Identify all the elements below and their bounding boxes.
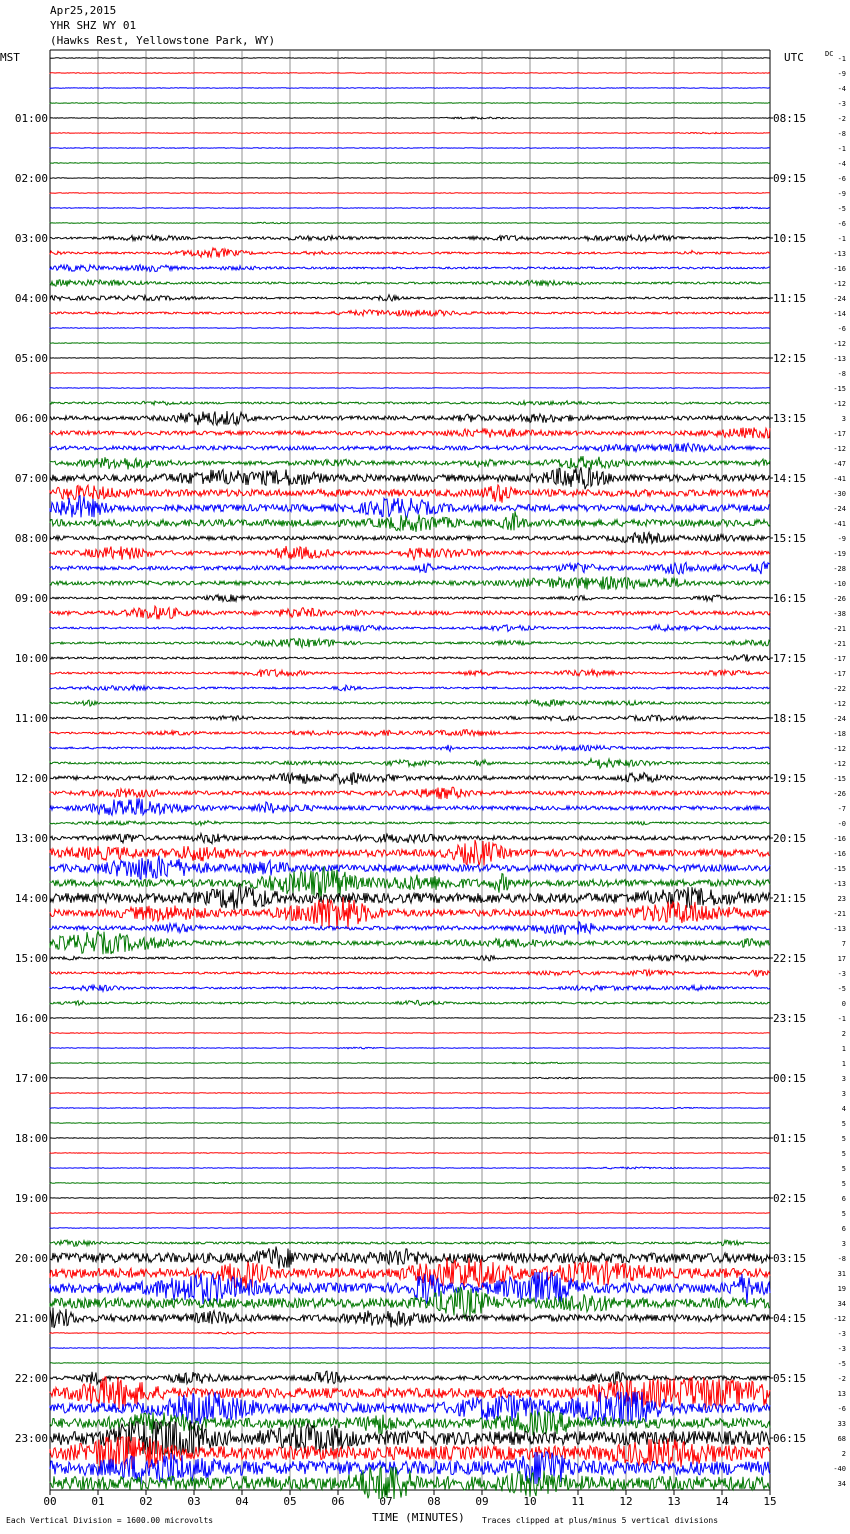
trace-line <box>50 670 770 677</box>
trace-line <box>50 655 770 662</box>
trace-line <box>50 1047 770 1049</box>
dc-offset-value: -26 <box>833 595 846 603</box>
dc-offset-value: 5 <box>841 1180 846 1188</box>
trace-line <box>50 985 770 991</box>
dc-offset-value: 3 <box>841 1090 846 1098</box>
x-axis-title: TIME (MINUTES) <box>372 1511 465 1524</box>
dc-offset-value: -16 <box>833 850 846 858</box>
dc-offset-value: -10 <box>833 580 846 588</box>
footer-clip-note: Traces clipped at plus/minus 5 vertical divisions <box>482 1516 719 1525</box>
dc-offset-value: -3 <box>837 1345 846 1353</box>
trace-line <box>50 132 770 134</box>
dc-offset-value: -3 <box>837 1330 846 1338</box>
dc-offset-value: -8 <box>837 370 846 378</box>
x-tick-label: 06 <box>331 1495 345 1508</box>
trace-line <box>50 343 770 344</box>
dc-offset-value: 6 <box>841 1195 846 1203</box>
dc-offset-value: -2 <box>837 1375 846 1383</box>
trace-line <box>50 745 770 752</box>
trace-line <box>50 117 770 119</box>
trace-line <box>50 1363 770 1364</box>
mst-hour-label: 22:00 <box>14 1372 48 1385</box>
utc-hour-label: 11:15 <box>773 292 807 305</box>
trace-line <box>50 178 770 179</box>
trace-line <box>50 759 770 769</box>
trace-line <box>50 1138 770 1139</box>
dc-offset-value: 7 <box>841 940 846 948</box>
station-location: (Hawks Rest, Yellowstone Park, WY) <box>50 34 276 47</box>
dc-offset-value: -3 <box>837 970 846 978</box>
trace-line <box>50 496 770 519</box>
utc-hour-label: 15:15 <box>773 532 807 545</box>
trace-line <box>50 1093 770 1094</box>
mst-hour-label: 01:00 <box>14 112 48 125</box>
trace-line <box>50 606 770 619</box>
trace-line <box>50 222 770 223</box>
dc-offset-value: 2 <box>841 1450 846 1458</box>
utc-axis-label: UTC <box>784 51 804 64</box>
x-tick-label: 03 <box>187 1495 201 1508</box>
utc-hour-label: 09:15 <box>773 172 807 185</box>
dc-offset-value: -17 <box>833 670 846 678</box>
dc-offset-value: 3 <box>841 415 846 423</box>
trace-line <box>50 700 770 706</box>
dc-offset-value: 34 <box>837 1300 846 1308</box>
trace-line <box>50 1467 770 1499</box>
trace-line <box>50 856 770 880</box>
dc-offset-value: -19 <box>833 550 846 558</box>
x-tick-label: 14 <box>715 1495 729 1508</box>
dc-offset-value: 68 <box>837 1435 846 1443</box>
trace-line <box>50 897 770 929</box>
dc-offset-value: -21 <box>833 640 846 648</box>
mst-hour-label: 04:00 <box>14 292 48 305</box>
utc-hour-label: 08:15 <box>773 112 807 125</box>
dc-offset-value: -5 <box>837 1360 846 1368</box>
trace-line <box>50 955 770 961</box>
trace-line <box>50 562 770 574</box>
utc-hour-label: 10:15 <box>773 232 807 245</box>
utc-hour-label: 21:15 <box>773 892 807 905</box>
dc-offset-value: -47 <box>833 460 846 468</box>
x-tick-label: 08 <box>427 1495 441 1508</box>
utc-hour-label: 19:15 <box>773 772 807 785</box>
utc-hour-label: 06:15 <box>773 1432 807 1445</box>
trace-line <box>50 411 770 425</box>
trace-line <box>50 467 770 489</box>
dc-offset-value: -16 <box>833 835 846 843</box>
dc-offset-value: -6 <box>837 220 846 228</box>
mst-hour-label: 15:00 <box>14 952 48 965</box>
dc-offset-value: 5 <box>841 1135 846 1143</box>
mst-hour-label: 23:00 <box>14 1432 48 1445</box>
dc-offset-value: -6 <box>837 325 846 333</box>
dc-offset-value: 23 <box>837 895 846 903</box>
dc-offset-value: -1 <box>837 55 846 63</box>
dc-offset-value: -12 <box>833 445 846 453</box>
utc-hour-label: 00:15 <box>773 1072 807 1085</box>
dc-offset-value: -5 <box>837 205 846 213</box>
utc-hour-label: 22:15 <box>773 952 807 965</box>
footer-scale-note: Each Vertical Division = 1600.00 microvolts <box>6 1516 214 1525</box>
mst-hour-label: 06:00 <box>14 412 48 425</box>
dc-offset-value: 2 <box>841 1030 846 1038</box>
dc-offset-value: 33 <box>837 1420 846 1428</box>
trace-line <box>50 401 770 405</box>
trace-line <box>50 970 770 977</box>
utc-hour-label: 16:15 <box>773 592 807 605</box>
utc-hour-label: 18:15 <box>773 712 807 725</box>
trace-line <box>50 867 770 899</box>
trace-line <box>50 443 770 452</box>
dc-offset-value: -24 <box>833 505 846 513</box>
x-tick-label: 12 <box>619 1495 633 1508</box>
dc-offset-value: -12 <box>833 400 846 408</box>
trace-line <box>50 265 770 272</box>
dc-offset-value: -7 <box>837 805 846 813</box>
utc-hour-label: 17:15 <box>773 652 807 665</box>
utc-hour-label: 02:15 <box>773 1192 807 1205</box>
mst-hour-label: 11:00 <box>14 712 48 725</box>
utc-hour-label: 01:15 <box>773 1132 807 1145</box>
dc-offset-value: -26 <box>833 790 846 798</box>
dc-label: DC <box>825 50 834 58</box>
mst-hour-label: 17:00 <box>14 1072 48 1085</box>
mst-hour-label: 09:00 <box>14 592 48 605</box>
trace-line <box>50 1308 770 1328</box>
trace-line <box>50 1348 770 1349</box>
x-tick-label: 07 <box>379 1495 393 1508</box>
dc-offset-value: -41 <box>833 520 846 528</box>
x-tick-label: 04 <box>235 1495 249 1508</box>
utc-hour-label: 23:15 <box>773 1012 807 1025</box>
trace-line <box>50 163 770 164</box>
trace-line <box>50 821 770 826</box>
trace-line <box>50 1000 770 1005</box>
dc-offset-value: 19 <box>837 1285 846 1293</box>
mst-hour-label: 14:00 <box>14 892 48 905</box>
dc-offset-value: -13 <box>833 880 846 888</box>
dc-offset-value: -9 <box>837 190 846 198</box>
trace-line <box>50 235 770 241</box>
dc-offset-value: -8 <box>837 130 846 138</box>
station-id: YHR SHZ WY 01 <box>50 19 137 32</box>
dc-offset-value: -15 <box>833 865 846 873</box>
trace-line <box>50 485 770 503</box>
utc-hour-label: 20:15 <box>773 832 807 845</box>
dc-offset-value: 1 <box>841 1045 846 1053</box>
mst-hour-label: 08:00 <box>14 532 48 545</box>
dc-offset-value: -17 <box>833 655 846 663</box>
utc-hour-label: 13:15 <box>773 412 807 425</box>
dc-offset-value: 1 <box>841 1060 846 1068</box>
trace-line <box>50 88 770 89</box>
trace-line <box>50 625 770 632</box>
x-tick-label: 15 <box>763 1495 777 1508</box>
trace-line <box>50 1371 770 1385</box>
trace-line <box>50 58 770 59</box>
dc-offset-value: 31 <box>837 1270 846 1278</box>
trace-line <box>50 1240 770 1246</box>
dc-offset-value: -21 <box>833 910 846 918</box>
trace-line <box>50 834 770 844</box>
dc-offset-value: -40 <box>833 1465 846 1473</box>
mst-axis-label: MST <box>0 51 20 64</box>
mst-hour-label: 03:00 <box>14 232 48 245</box>
dc-offset-value: -1 <box>837 235 846 243</box>
trace-line <box>50 310 770 316</box>
trace-line <box>50 373 770 374</box>
dc-offset-value: -38 <box>833 610 846 618</box>
trace-line <box>50 1272 770 1304</box>
dc-offset-value: -0 <box>837 820 846 828</box>
dc-offset-value: -28 <box>833 565 846 573</box>
trace-line <box>50 1182 770 1183</box>
trace-line <box>50 73 770 74</box>
x-tick-label: 05 <box>283 1495 297 1508</box>
trace-line <box>50 1123 770 1124</box>
dc-offset-value: -22 <box>833 685 846 693</box>
trace-line <box>50 931 770 954</box>
dc-offset-value: 5 <box>841 1120 846 1128</box>
trace-line <box>50 1198 770 1199</box>
trace-line <box>50 456 770 469</box>
trace-line <box>50 1167 770 1169</box>
trace-line <box>50 193 770 194</box>
trace-line <box>50 328 770 329</box>
trace-line <box>50 685 770 691</box>
dc-offset-value: 5 <box>841 1210 846 1218</box>
trace-line <box>50 148 770 149</box>
x-tick-label: 02 <box>139 1495 153 1508</box>
dc-offset-value: 5 <box>841 1150 846 1158</box>
trace-line <box>50 1213 770 1214</box>
utc-hour-label: 14:15 <box>773 472 807 485</box>
mst-hour-label: 21:00 <box>14 1312 48 1325</box>
dc-offset-value: -12 <box>833 700 846 708</box>
dc-offset-value: -15 <box>833 385 846 393</box>
trace-line <box>50 248 770 258</box>
dc-offset-value: -12 <box>833 280 846 288</box>
trace-line <box>50 798 770 815</box>
dc-offset-value: -12 <box>833 1315 846 1323</box>
mst-hour-label: 07:00 <box>14 472 48 485</box>
dc-offset-value: -2 <box>837 115 846 123</box>
trace-line <box>50 532 770 543</box>
dc-offset-value: 13 <box>837 1390 846 1398</box>
trace-line <box>50 922 770 935</box>
trace-line <box>50 773 770 785</box>
trace-line <box>50 1062 770 1064</box>
utc-hour-label: 12:15 <box>773 352 807 365</box>
trace-line <box>50 715 770 721</box>
dc-offset-value: 5 <box>841 1165 846 1173</box>
dc-offset-value: 4 <box>841 1105 846 1113</box>
x-tick-label: 09 <box>475 1495 489 1508</box>
mst-hour-label: 18:00 <box>14 1132 48 1145</box>
dc-offset-value: -1 <box>837 145 846 153</box>
dc-offset-value: -30 <box>833 490 846 498</box>
dc-offset-value: -16 <box>833 265 846 273</box>
dc-offset-value: -9 <box>837 70 846 78</box>
trace-line <box>50 511 770 532</box>
dc-offset-value: 3 <box>841 1240 846 1248</box>
trace-line <box>50 730 770 737</box>
trace-line <box>50 428 770 439</box>
dc-offset-value: 34 <box>837 1480 846 1488</box>
dc-offset-value: -41 <box>833 475 846 483</box>
dc-offset-value: -5 <box>837 985 846 993</box>
trace-line <box>50 280 770 287</box>
dc-offset-value: 6 <box>841 1225 846 1233</box>
dc-offset-value: -13 <box>833 355 846 363</box>
trace-line <box>50 1332 770 1334</box>
dc-offset-value: -3 <box>837 100 846 108</box>
trace-line <box>50 295 770 301</box>
dc-offset-value: -21 <box>833 625 846 633</box>
dc-offset-value: 0 <box>841 1000 846 1008</box>
dc-offset-value: -24 <box>833 715 846 723</box>
x-tick-label: 01 <box>91 1495 105 1508</box>
trace-line <box>50 1107 770 1108</box>
trace-line <box>50 1033 770 1034</box>
mst-hour-label: 20:00 <box>14 1252 48 1265</box>
dc-offset-value: -14 <box>833 310 846 318</box>
dc-offset-value: -12 <box>833 760 846 768</box>
mst-hour-label: 16:00 <box>14 1012 48 1025</box>
trace-line <box>50 1228 770 1229</box>
dc-offset-value: 3 <box>841 1075 846 1083</box>
dc-offset-value: -12 <box>833 745 846 753</box>
chart-date: Apr25,2015 <box>50 4 117 17</box>
x-tick-label: 11 <box>571 1495 585 1508</box>
trace-line <box>50 388 770 389</box>
x-tick-label: 10 <box>523 1495 537 1508</box>
dc-offset-value: -8 <box>837 1255 846 1263</box>
x-tick-label: 13 <box>667 1495 681 1508</box>
mst-hour-label: 10:00 <box>14 652 48 665</box>
utc-hour-label: 03:15 <box>773 1252 807 1265</box>
dc-offset-value: -6 <box>837 1405 846 1413</box>
dc-offset-value: -4 <box>837 85 846 93</box>
trace-line <box>50 1018 770 1019</box>
trace-line <box>50 207 770 209</box>
mst-hour-label: 05:00 <box>14 352 48 365</box>
mst-hour-label: 12:00 <box>14 772 48 785</box>
trace-line <box>50 1247 770 1269</box>
mst-hour-label: 02:00 <box>14 172 48 185</box>
trace-line <box>50 639 770 648</box>
dc-offset-value: -15 <box>833 775 846 783</box>
dc-offset-value: -12 <box>833 340 846 348</box>
dc-offset-value: -24 <box>833 295 846 303</box>
dc-offset-value: -1 <box>837 1015 846 1023</box>
trace-line <box>50 1153 770 1154</box>
dc-offset-value: -13 <box>833 250 846 258</box>
dc-offset-value: 17 <box>837 955 846 963</box>
dc-offset-value: -6 <box>837 175 846 183</box>
trace-line <box>50 595 770 602</box>
dc-offset-value: -17 <box>833 430 846 438</box>
mst-hour-label: 13:00 <box>14 832 48 845</box>
trace-line <box>50 1077 770 1079</box>
dc-offset-value: -9 <box>837 535 846 543</box>
dc-offset-value: -4 <box>837 160 846 168</box>
utc-hour-label: 05:15 <box>773 1372 807 1385</box>
trace-line <box>50 546 770 560</box>
x-tick-label: 00 <box>43 1495 57 1508</box>
trace-line <box>50 103 770 104</box>
dc-offset-value: -18 <box>833 730 846 738</box>
trace-line <box>50 576 770 590</box>
mst-hour-label: 19:00 <box>14 1192 48 1205</box>
trace-line <box>50 787 770 799</box>
utc-hour-label: 04:15 <box>773 1312 807 1325</box>
dc-offset-value: -13 <box>833 925 846 933</box>
trace-line <box>50 358 770 359</box>
